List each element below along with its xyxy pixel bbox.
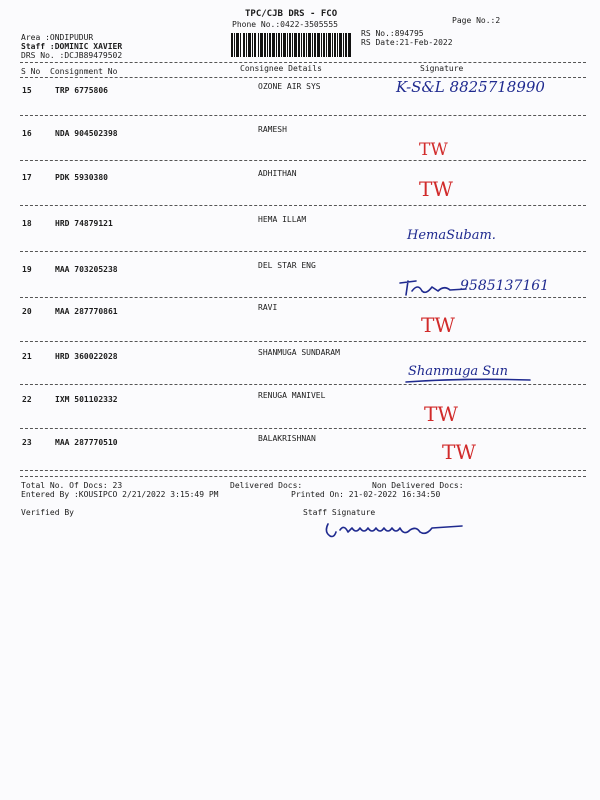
row-consignee: DEL STAR ENG xyxy=(258,261,316,270)
row-consignee: OZONE AIR SYS xyxy=(258,82,321,91)
row-divider xyxy=(20,251,586,252)
row-divider xyxy=(20,470,586,471)
row-consignee: BALAKRISHNAN xyxy=(258,434,316,443)
row-consignee: ADHITHAN xyxy=(258,169,297,178)
row-consignment: NDA 904502398 xyxy=(55,129,118,138)
staff-name: Staff :DOMINIC XAVIER xyxy=(21,42,123,51)
printed-on: Printed On: 21-02-2022 16:34:50 xyxy=(291,490,441,499)
row-consignment: TRP 6775806 xyxy=(55,86,108,95)
row-signature: TW xyxy=(442,440,476,464)
row-sno: 16 xyxy=(22,129,32,138)
document-title: TPC/CJB DRS - FCO xyxy=(245,9,338,19)
row-divider xyxy=(20,115,586,116)
barcode xyxy=(231,33,351,57)
entered-by: Entered By :KOUSIPCO 2/21/2022 3:15:49 PM xyxy=(21,490,219,499)
row-signature: 9585137161 xyxy=(460,278,550,294)
row-consignment: MAA 287770510 xyxy=(55,438,118,447)
column-sno: S No xyxy=(21,67,41,76)
row-sno: 20 xyxy=(22,307,32,316)
row-sno: 22 xyxy=(22,395,32,404)
row-divider xyxy=(20,297,586,298)
row-signature: TW xyxy=(421,313,455,337)
row-consignment: IXM 501102332 xyxy=(55,395,118,404)
row-consignment: PDK 5930380 xyxy=(55,173,108,182)
staff-signature-label: Staff Signature xyxy=(303,508,376,517)
row-signature: K-S&L 8825718990 xyxy=(396,78,545,96)
row-signature: Shanmuga Sun xyxy=(408,364,508,379)
verified-by: Verified By xyxy=(21,508,74,517)
row-consignee: RAMESH xyxy=(258,125,287,134)
footer-divider xyxy=(20,476,586,477)
row-consignment: HRD 74879121 xyxy=(55,219,113,228)
row-consignee: RAVI xyxy=(258,303,278,312)
page-number: Page No.:2 xyxy=(452,16,501,25)
row-consignee: RENUGA MANIVEL xyxy=(258,391,326,400)
total-docs: Total No. Of Docs: 23 xyxy=(21,481,123,490)
row-consignment: MAA 703205238 xyxy=(55,265,118,274)
non-delivered-docs: Non Delivered Docs: xyxy=(372,481,464,490)
area-label: Area :ONDIPUDUR xyxy=(21,33,94,42)
rs-number: RS No.:894795 xyxy=(361,29,424,38)
row-divider xyxy=(20,205,586,206)
delivered-docs: Delivered Docs: xyxy=(230,481,303,490)
drs-number: DRS No. :DCJB89479502 xyxy=(21,51,123,60)
header-divider xyxy=(20,62,586,63)
row-signature: TW xyxy=(419,177,453,201)
row-consignment: MAA 287770861 xyxy=(55,307,118,316)
signature-underline xyxy=(404,360,534,386)
row-sno: 17 xyxy=(22,173,32,182)
column-signature: Signature xyxy=(420,64,464,73)
row-signature: TW xyxy=(424,402,458,426)
column-consignee: Consignee Details xyxy=(240,64,322,73)
staff-signature-scribble xyxy=(322,516,472,546)
row-sno: 23 xyxy=(22,438,32,447)
row-signature: TW xyxy=(419,140,448,160)
row-consignee: HEMA ILLAM xyxy=(258,215,307,224)
row-divider xyxy=(20,341,586,342)
row-consignment: HRD 360022028 xyxy=(55,352,118,361)
phone-number: Phone No.:0422-3505555 xyxy=(232,20,338,29)
row-divider xyxy=(20,384,586,385)
rs-date: RS Date:21-Feb-2022 xyxy=(361,38,453,47)
column-consignment: Consignment No xyxy=(50,67,118,76)
signature-scribble xyxy=(398,277,468,299)
row-sno: 19 xyxy=(22,265,32,274)
row-divider xyxy=(20,428,586,429)
row-consignee: SHANMUGA SUNDARAM xyxy=(258,348,340,357)
row-divider xyxy=(20,160,586,161)
row-sno: 21 xyxy=(22,352,32,361)
row-sno: 18 xyxy=(22,219,32,228)
row-signature: HemaSubam. xyxy=(407,228,496,243)
row-sno: 15 xyxy=(22,86,32,95)
